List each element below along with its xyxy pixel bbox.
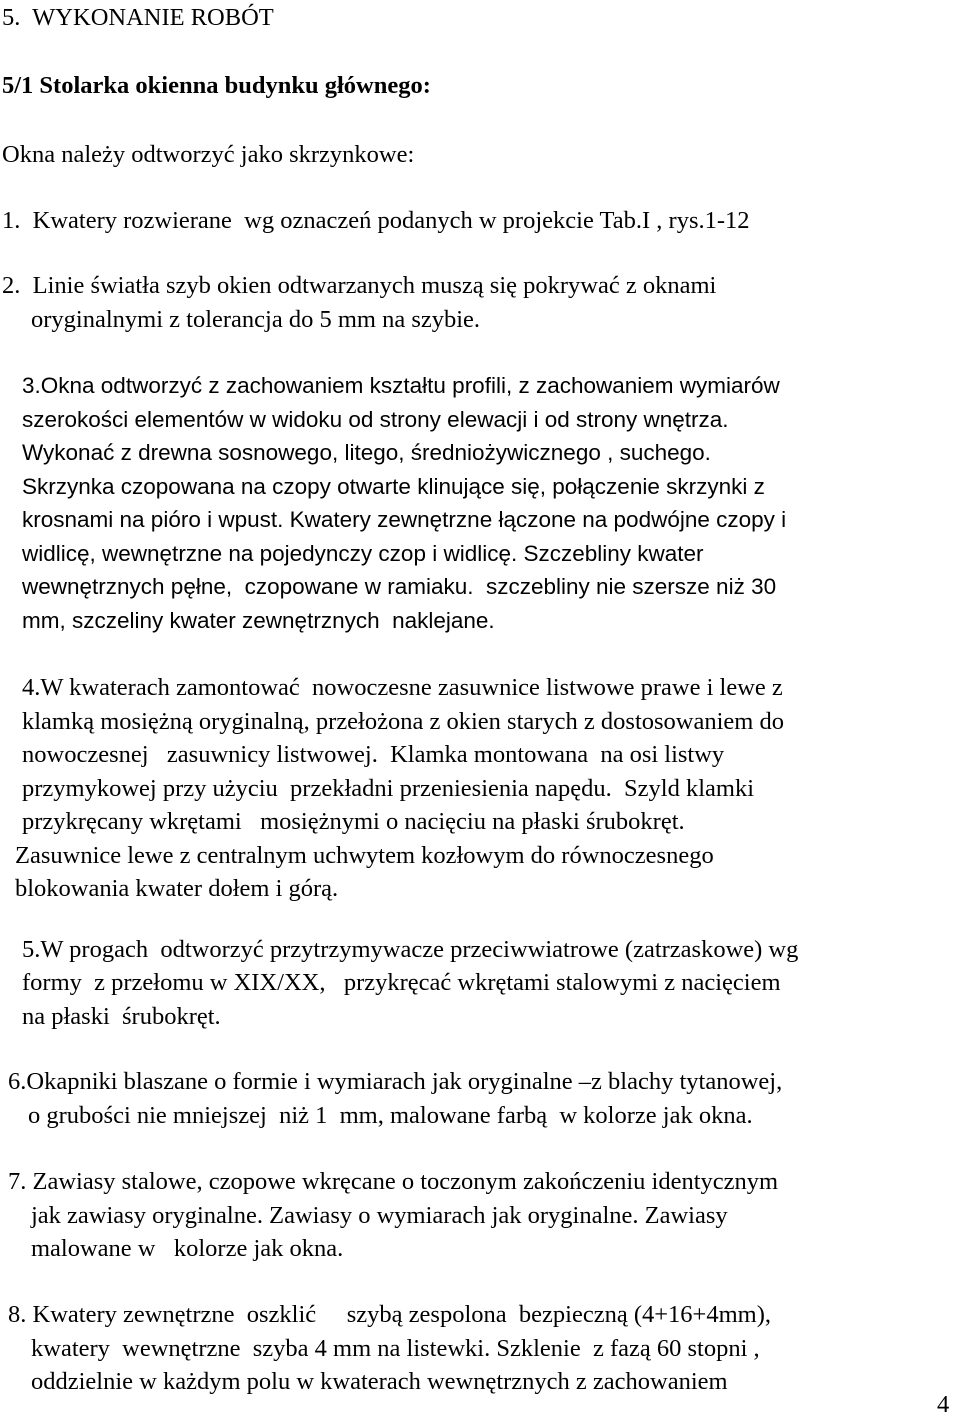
item-5-line: formy z przełomu w XIX/XX, przykręcać wkrętami stalowymi z nacięciem: [22, 969, 781, 996]
item-6-line: 6.Okapniki blaszane o formie i wymiarach jak oryginalne –z blachy tytanowej,: [8, 1068, 783, 1095]
item-4-line: Zasuwnice lewe z centralnym uchwytem kozłowym do równoczesnego: [15, 842, 714, 869]
page-number: 4: [937, 1391, 950, 1418]
item-3-line: 3.Okna odtworzyć z zachowaniem kształtu profili, z zachowaniem wymiarów: [22, 373, 780, 398]
item-3-line: szerokości elementów w widoku od strony elewacji i od strony wnętrza.: [22, 407, 729, 432]
item-4-line: nowoczesnej zasuwnicy listwowej. Klamka montowana na osi listwy: [22, 741, 725, 768]
item-7-line: jak zawiasy oryginalne. Zawiasy o wymiarach jak oryginalne. Zawiasy: [31, 1202, 728, 1229]
item-2-line: 2. Linie światła szyb okien odtwarzanych muszą się pokrywać z oknami: [2, 272, 717, 299]
item-4-line: blokowania kwater dołem i górą.: [15, 875, 339, 902]
item-5-line: na płaski śrubokręt.: [22, 1003, 221, 1030]
item-3-line: widlicę, wewnętrzne na pojedynczy czop i widlicę. Szczebliny kwater: [22, 541, 704, 566]
item-4-line: przymykowej przy użyciu przekładni przeniesienia napędu. Szyld klamki: [22, 775, 755, 802]
item-8-line: 8. Kwatery zewnętrzne oszklić szybą zespolona bezpieczną (4+16+4mm),: [8, 1301, 772, 1328]
item-6-line: o grubości nie mniejszej niż 1 mm, malowane farbą w kolorze jak okna.: [28, 1102, 753, 1129]
item-5-line: 5.W progach odtworzyć przytrzymywacze przeciwwiatrowe (zatrzaskowe) wg: [22, 936, 799, 963]
item-4-line: klamką mosiężną oryginalną, przełożona z okien starych z dostosowaniem do: [22, 708, 784, 735]
intro-text: Okna należy odtworzyć jako skrzynkowe:: [2, 141, 415, 168]
item-3-line: mm, szczeliny kwater zewnętrznych naklejane.: [22, 608, 495, 633]
item-8-line: oddzielnie w każdym polu w kwaterach wewnętrznych z zachowaniem: [31, 1368, 728, 1395]
item-3-line: Wykonać z drewna sosnowego, litego, średniożywicznego , suchego.: [22, 440, 711, 465]
item-7-line: malowane w kolorze jak okna.: [31, 1235, 344, 1262]
item-2-line: oryginalnymi z tolerancja do 5 mm na szybie.: [31, 306, 481, 333]
item-3-line: Skrzynka czopowana na czopy otwarte klinujące się, połączenie skrzynki z: [22, 474, 765, 499]
item-8-line: kwatery wewnętrzne szyba 4 mm na listewki. Szklenie z fazą 60 stopni ,: [31, 1335, 760, 1362]
item-4-line: przykręcany wkrętami mosiężnymi o nacięciu na płaski śrubokręt.: [22, 808, 685, 835]
item-3-line: krosnami na pióro i wpust. Kwatery zewnętrzne łączone na podwójne czopy i: [22, 507, 787, 532]
item-4-line: 4.W kwaterach zamontować nowoczesne zasuwnice listwowe prawe i lewe z: [22, 674, 783, 701]
item-1-line: 1. Kwatery rozwierane wg oznaczeń podanych w projekcie Tab.I , rys.1-12: [2, 207, 750, 234]
subsection-heading: 5/1 Stolarka okienna budynku głównego:: [2, 72, 431, 99]
section-heading: 5. WYKONANIE ROBÓT: [2, 4, 274, 31]
item-3-line: wewnętrznych pęłne, czopowane w ramiaku. szczebliny nie szersze niż 30: [22, 574, 777, 599]
item-7-line: 7. Zawiasy stalowe, czopowe wkręcane o toczonym zakończeniu identycznym: [8, 1168, 779, 1195]
